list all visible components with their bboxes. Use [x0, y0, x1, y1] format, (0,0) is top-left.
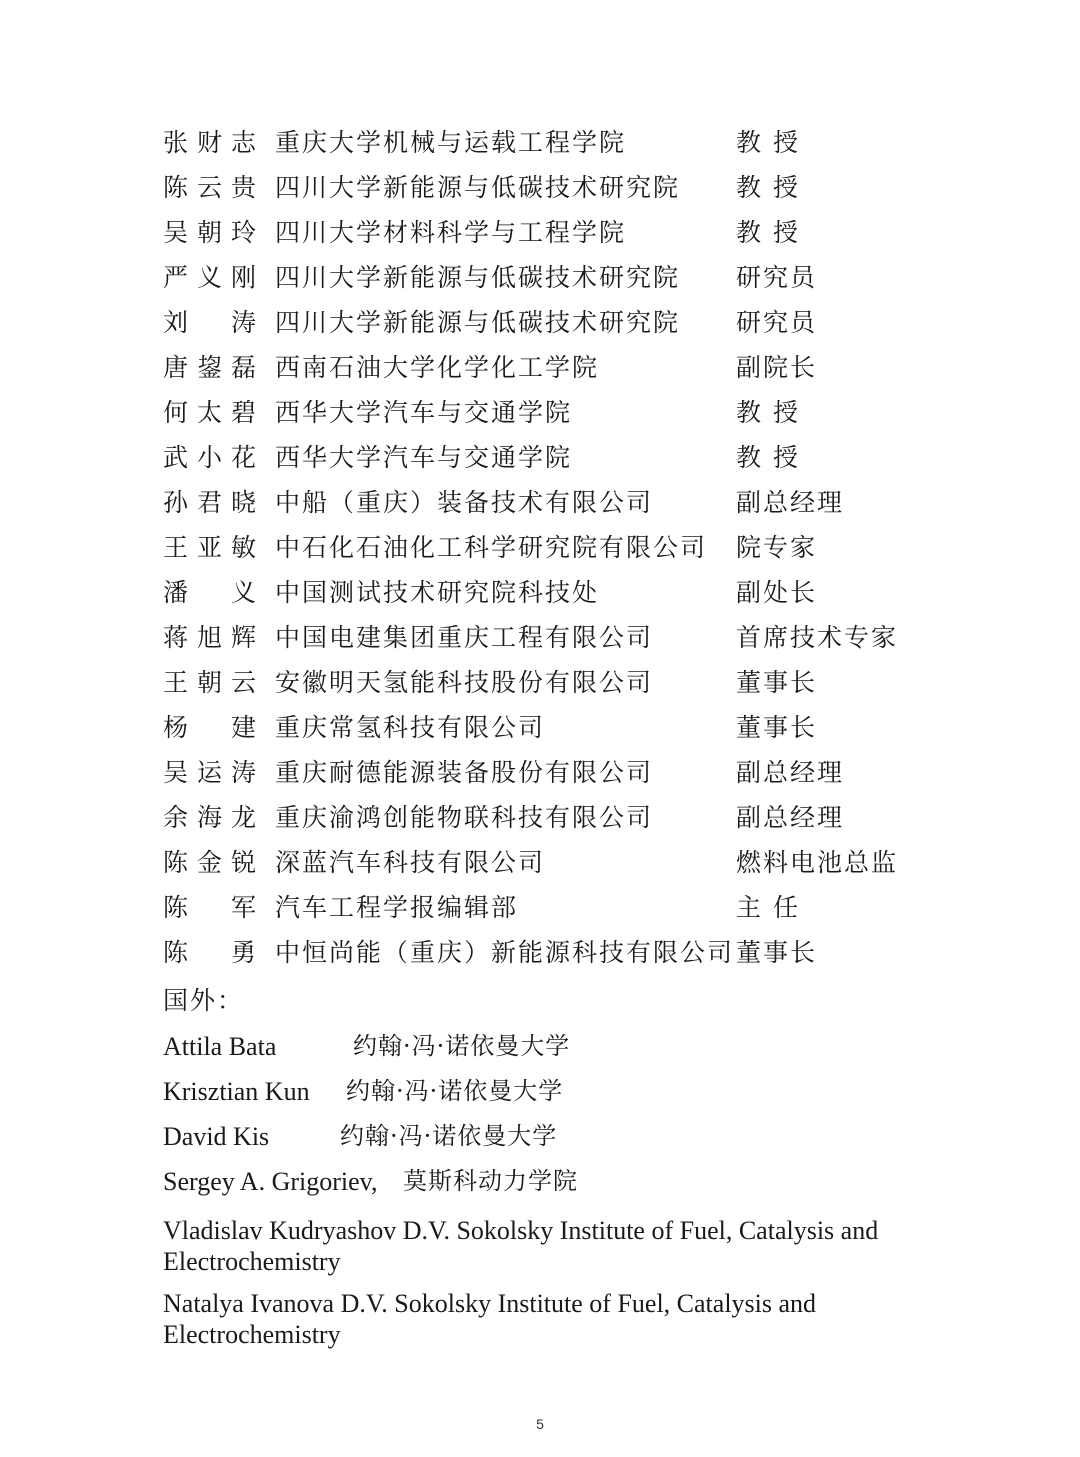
expert-name: David Kis: [163, 1122, 270, 1151]
expert-row: [163, 165, 1023, 210]
expert-row: [163, 885, 1023, 930]
expert-name: 刘 涛: [163, 308, 258, 337]
expert-row: [163, 390, 1023, 435]
expert-title: 董事长: [736, 713, 818, 742]
expert-name: 王亚敏: [163, 533, 258, 562]
page-number: 5: [536, 1416, 544, 1432]
expert-title: 副总经理: [736, 758, 845, 787]
expert-organization: 西华大学汽车与交通学院: [275, 443, 573, 472]
expert-title: 副处长: [736, 578, 818, 607]
expert-organization: 莫斯科动力学院: [403, 1167, 578, 1195]
expert-organization: 约翰·冯·诺依曼大学: [340, 1122, 558, 1150]
expert-title: 副总经理: [736, 488, 845, 517]
expert-organization: 西南石油大学化学化工学院: [275, 353, 600, 382]
expert-name: 唐鋆磊: [163, 353, 258, 382]
expert-name: 陈金锐: [163, 848, 258, 877]
expert-organization: 中国电建集团重庆工程有限公司: [275, 623, 654, 652]
expert-organization: 深蓝汽车科技有限公司: [275, 848, 546, 877]
foreign-expert-row: [163, 1069, 943, 1114]
expert-name: 吴运涛: [163, 758, 258, 787]
expert-name: 何太碧: [163, 398, 258, 427]
expert-title: 副总经理: [736, 803, 845, 832]
expert-organization: 中恒尚能（重庆）新能源科技有限公司: [275, 938, 735, 967]
expert-organization: 四川大学新能源与低碳技术研究院: [275, 263, 681, 292]
expert-name: 吴朝玲: [163, 218, 258, 247]
expert-organization: 重庆耐德能源装备股份有限公司: [275, 758, 654, 787]
expert-name: 王朝云: [163, 668, 258, 697]
expert-organization: 安徽明天氢能科技股份有限公司: [275, 668, 654, 697]
expert-row: [163, 795, 1023, 840]
expert-row: [163, 705, 1023, 750]
expert-name: 蒋旭辉: [163, 623, 258, 652]
expert-organization: 约翰·冯·诺依曼大学: [346, 1077, 564, 1105]
expert-organization: 四川大学新能源与低碳技术研究院: [275, 173, 681, 202]
foreign-expert-list: [163, 1024, 943, 1356]
expert-organization: 重庆常氢科技有限公司: [275, 713, 546, 742]
expert-title: 研究员: [736, 263, 818, 292]
expert-name: 孙君晓: [163, 488, 258, 517]
expert-row: [163, 525, 1023, 570]
foreign-section-label: 国外：: [163, 986, 245, 1015]
expert-title: 研究员: [736, 308, 818, 337]
expert-organization: 西华大学汽车与交通学院: [275, 398, 573, 427]
expert-row: [163, 435, 1023, 480]
expert-organization: 四川大学新能源与低碳技术研究院: [275, 308, 681, 337]
expert-row: [163, 930, 1023, 975]
expert-row: [163, 300, 1023, 345]
expert-organization: 中国测试技术研究院科技处: [275, 578, 600, 607]
expert-row: [163, 255, 1023, 300]
expert-name: Krisztian Kun: [163, 1077, 310, 1106]
expert-organization: 中船（重庆）装备技术有限公司: [275, 488, 654, 517]
expert-organization: 约翰·冯·诺依曼大学: [353, 1032, 571, 1060]
expert-title: 教 授: [736, 173, 800, 202]
expert-organization: 重庆渝鸿创能物联科技有限公司: [275, 803, 654, 832]
expert-name: 潘 义: [163, 578, 258, 607]
expert-name: 陈 勇: [163, 938, 258, 967]
expert-name: 张财志: [163, 128, 258, 157]
expert-title: 院专家: [736, 533, 818, 562]
domestic-expert-list: [163, 120, 1023, 975]
expert-row: [163, 660, 1023, 705]
expert-row: [163, 840, 1023, 885]
foreign-expert-row: [163, 1024, 943, 1069]
expert-title: 燃料电池总监: [736, 848, 899, 877]
expert-title: 教 授: [736, 128, 800, 157]
foreign-expert-row: [163, 1114, 943, 1159]
expert-organization: 重庆大学机械与运载工程学院: [275, 128, 627, 157]
expert-organization: 汽车工程学报编辑部: [275, 893, 519, 922]
foreign-expert-entry: Natalya Ivanova D.V. Sokolsky Institute of Fuel, Catalysis and Electrochemistry: [163, 1289, 817, 1349]
expert-name: 陈云贵: [163, 173, 258, 202]
expert-title: 教 授: [736, 218, 800, 247]
expert-row: [163, 750, 1023, 795]
expert-title: 副院长: [736, 353, 818, 382]
expert-name: 武小花: [163, 443, 258, 472]
foreign-expert-entry: Vladislav Kudryashov D.V. Sokolsky Institute of Fuel, Catalysis and Electrochemistry: [163, 1216, 879, 1276]
expert-organization: 四川大学材料科学与工程学院: [275, 218, 627, 247]
expert-title: 教 授: [736, 443, 800, 472]
expert-row: [163, 345, 1023, 390]
expert-title: 首席技术专家: [736, 623, 899, 652]
expert-title: 主 任: [736, 893, 800, 922]
expert-row: [163, 615, 1023, 660]
expert-name: 余海龙: [163, 803, 258, 832]
expert-row: [163, 480, 1023, 525]
expert-title: 教 授: [736, 398, 800, 427]
expert-name: 杨 建: [163, 713, 258, 742]
foreign-expert-row: [163, 1159, 943, 1204]
expert-row: [163, 570, 1023, 615]
expert-name: 陈 军: [163, 893, 258, 922]
expert-organization: 中石化石油化工科学研究院有限公司: [275, 533, 708, 562]
expert-title: 董事长: [736, 938, 818, 967]
expert-title: 董事长: [736, 668, 818, 697]
expert-name: Attila Bata: [163, 1032, 277, 1061]
expert-row: [163, 120, 1023, 165]
expert-row: [163, 210, 1023, 255]
expert-name: 严义刚: [163, 263, 258, 292]
expert-name: Sergey A. Grigoriev,: [163, 1167, 378, 1196]
